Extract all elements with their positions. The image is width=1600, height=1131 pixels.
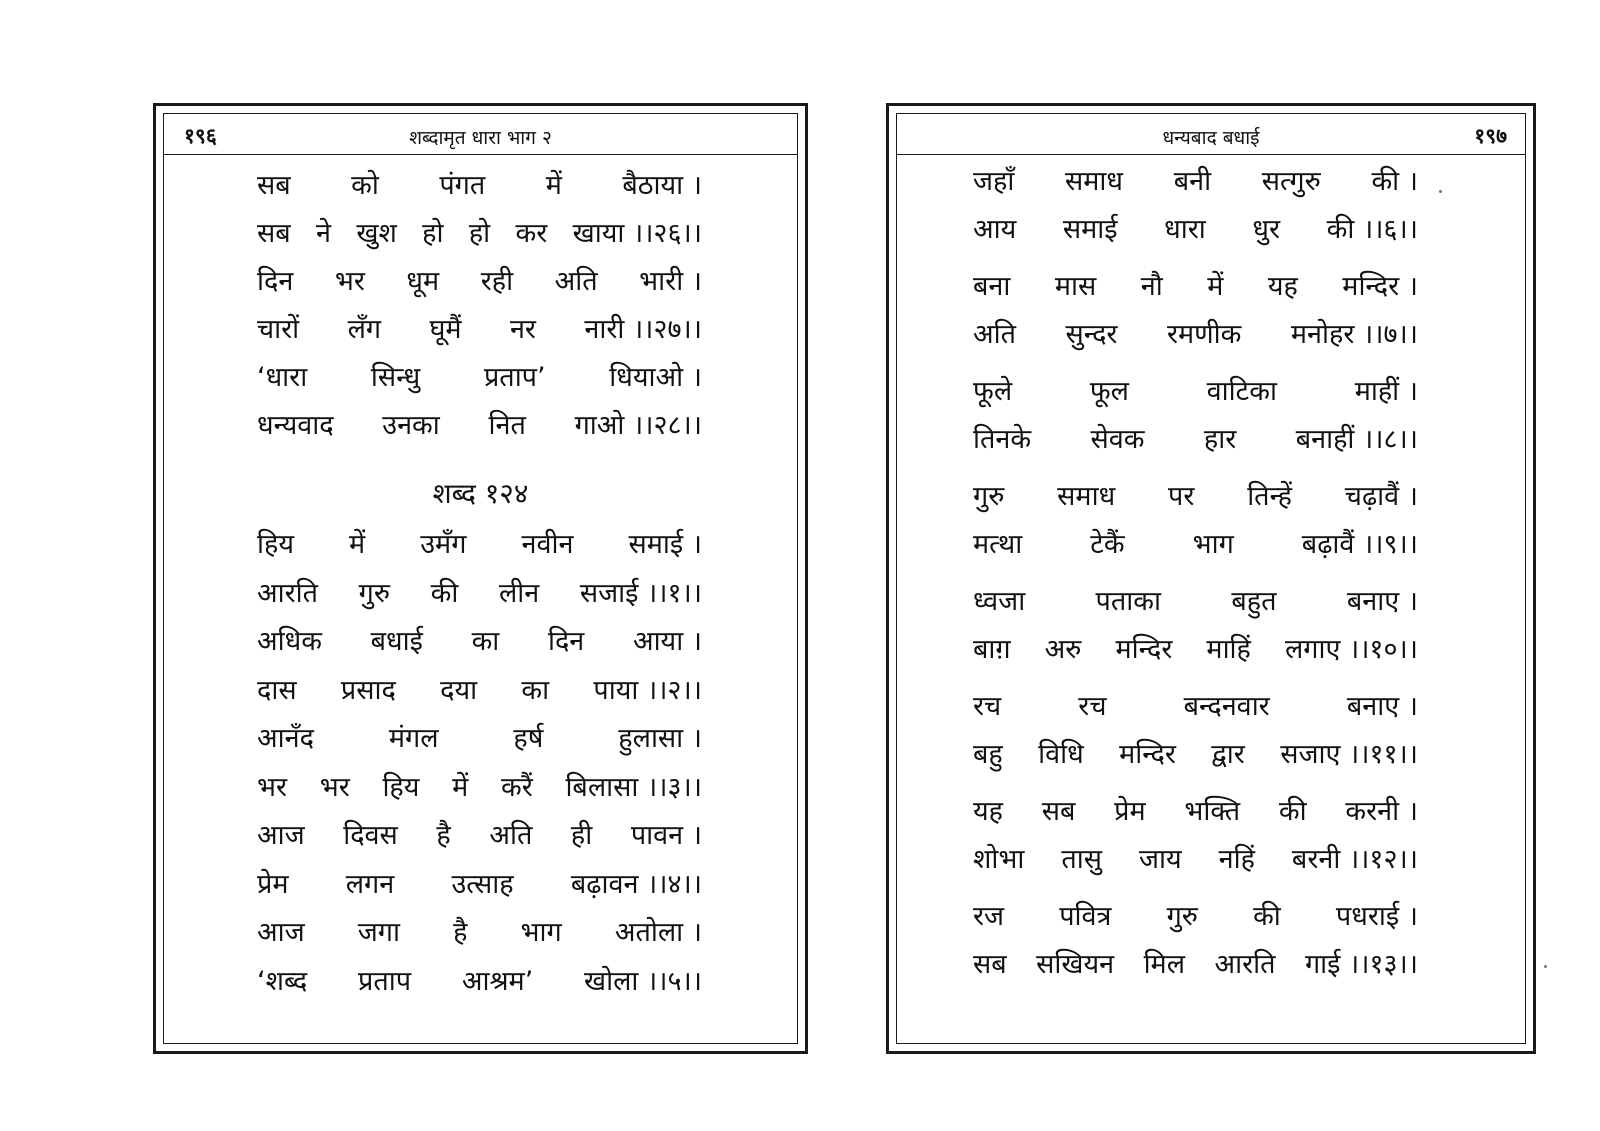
verse-word: समाध — [1057, 481, 1116, 512]
verse-word: दास — [257, 674, 297, 706]
verse-word: है — [453, 917, 468, 948]
verse-line — [257, 528, 702, 562]
verse-word: बरनी ।।१२।। — [1291, 844, 1418, 875]
verse-word: हर्ष — [513, 723, 544, 754]
verse-word: धूम — [406, 266, 440, 297]
verse-word: अति — [973, 319, 1017, 350]
verse-word: रज — [973, 901, 1005, 932]
verse-word: रच — [1078, 691, 1107, 722]
section-heading: शब्द १२४ — [432, 477, 529, 510]
verse-line — [973, 585, 1418, 619]
left-page-header — [164, 114, 797, 155]
verse-word: बहु — [973, 739, 1003, 770]
verse-word: है — [436, 820, 451, 851]
verse-word: प्रताप’ — [483, 362, 546, 393]
verse-line — [257, 313, 702, 347]
verse-word: में — [545, 170, 562, 201]
verse-word: बनाहीं ।।८।। — [1295, 424, 1418, 455]
verse-word: हार — [1203, 424, 1237, 455]
verse-word: को — [351, 170, 379, 201]
verse-word: ‘शब्द — [257, 965, 308, 997]
left-page-title: शब्दामृत धारा भाग २ — [409, 127, 552, 149]
verse-word: सुन्दर — [1065, 319, 1118, 350]
verse-word: में — [1207, 271, 1224, 302]
verse-word: बढ़ावन ।।४।। — [570, 868, 702, 900]
verse-word: भाग — [1192, 529, 1234, 560]
verse-line — [973, 843, 1418, 877]
verse-word: अधिक — [257, 626, 322, 657]
verse-word: बहुत — [1231, 586, 1277, 617]
verse-word: भाग — [520, 917, 562, 948]
verse-word: की — [430, 577, 459, 609]
verse-word: उत्साह — [451, 868, 514, 900]
verse-line — [973, 375, 1418, 409]
verse-word: पताका — [1095, 586, 1161, 617]
verse-word: बैठाया । — [622, 170, 702, 201]
verse-line — [257, 722, 702, 756]
verse-word: मास — [1054, 271, 1097, 302]
verse-word: नर — [509, 314, 536, 345]
verse-word: आय — [973, 214, 1017, 245]
verse-word: धुर — [1252, 214, 1281, 245]
verse-word: बनाए । — [1346, 691, 1418, 722]
verse-word: सेवक — [1090, 424, 1145, 455]
verse-word: तासु — [1061, 844, 1102, 875]
scan-speck — [1544, 965, 1547, 968]
verse-word: कर — [515, 218, 548, 249]
verse-word: नहिं — [1218, 844, 1255, 875]
verse-word: बधाई — [370, 626, 423, 657]
verse-word: सब — [973, 949, 1007, 980]
verse-word: भर — [334, 266, 365, 297]
verse-word: प्रेम — [257, 868, 289, 900]
verse-word: तिनके — [973, 424, 1032, 455]
verse-word: धारा — [1164, 214, 1206, 245]
verse-word: लगन — [345, 868, 395, 900]
verse-word: की — [1253, 901, 1281, 932]
verse-word: वाटिका — [1206, 376, 1277, 407]
verse-word: धियाओ । — [609, 362, 702, 393]
verse-word: सिन्धु — [370, 362, 421, 393]
verse-word: टेकैं — [1090, 529, 1125, 560]
verse-line — [257, 916, 702, 950]
verse-word: हुलासा । — [618, 723, 702, 754]
verse-word: भक्ति — [1184, 796, 1241, 827]
verse-word: भर — [257, 771, 288, 803]
verse-word: मत्था — [973, 529, 1023, 560]
verse-word: बाग़ — [973, 634, 1011, 665]
verse-word: अति — [489, 820, 533, 851]
verse-word: आज — [257, 820, 305, 851]
verse-word: लगाए ।।१०।। — [1284, 634, 1418, 665]
verse-word: मिल — [1143, 949, 1186, 980]
verse-word: बिलासा ।।३।। — [565, 771, 702, 803]
verse-word: ‘धारा — [257, 362, 308, 393]
verse-line — [257, 361, 702, 395]
verse-word: चढ़ावैं । — [1344, 481, 1418, 512]
verse-word: बनी — [1173, 166, 1212, 197]
verse-word: ध्वजा — [973, 586, 1026, 617]
verse-word: समाध — [1065, 166, 1124, 197]
verse-word: धन्यवाद — [257, 410, 334, 441]
verse-word: रच — [973, 691, 1002, 722]
scan-speck — [1439, 190, 1442, 193]
verse-word: बन्दनवार — [1183, 691, 1270, 722]
verse-word: तिन्हें — [1247, 481, 1292, 512]
verse-word: चारों — [257, 314, 300, 345]
verse-word: दया — [440, 674, 478, 706]
verse-word: प्रसाद — [340, 674, 396, 706]
right-page-number: १९७ — [1474, 124, 1507, 148]
verse-word: आश्रम’ — [461, 965, 534, 997]
verse-word: अरु — [1044, 634, 1082, 665]
verse-line — [973, 480, 1418, 514]
verse-word: बना — [973, 271, 1011, 302]
verse-word: प्रेम — [1114, 796, 1146, 827]
verse-word: सत्गुरु — [1261, 166, 1321, 197]
verse-line — [973, 270, 1418, 304]
verse-word: घूमैं — [429, 314, 462, 345]
verse-word: जाय — [1138, 844, 1182, 875]
verse-word: खोला ।।५।। — [584, 965, 702, 997]
verse-word: सजाए ।।११।। — [1280, 739, 1418, 770]
verse-word: गुरु — [973, 481, 1005, 512]
verse-word: नवीन — [521, 529, 574, 560]
verse-word: मन्दिर — [1119, 739, 1176, 770]
left-page — [153, 103, 808, 1054]
verse-word: आरति — [257, 577, 319, 609]
verse-line — [257, 625, 702, 659]
verse-word: गुरु — [358, 577, 390, 609]
verse-word: ने — [316, 218, 332, 249]
verse-word: यह — [973, 796, 1003, 827]
verse-line — [257, 819, 702, 853]
verse-word: पावन । — [630, 820, 702, 851]
verse-line — [257, 169, 702, 203]
verse-word: प्रताप — [358, 965, 412, 997]
verse-word: ही — [570, 820, 593, 851]
verse-word: करैं — [500, 771, 533, 803]
verse-line — [973, 528, 1418, 562]
verse-word: नित — [488, 410, 526, 441]
verse-word: फूले — [973, 376, 1013, 407]
verse-word: पधराई । — [1335, 901, 1418, 932]
verse-word: अतोला । — [614, 917, 702, 948]
verse-line — [257, 674, 702, 708]
right-page-header — [897, 114, 1525, 155]
verse-word: पवित्र — [1059, 901, 1112, 932]
verse-word: आनँद — [257, 723, 314, 754]
verse-word: की । — [1371, 166, 1418, 197]
right-page-inner-border — [896, 113, 1526, 1044]
verse-word: अति — [554, 266, 598, 297]
verse-line — [973, 690, 1418, 724]
verse-line — [973, 423, 1418, 457]
verse-word: में — [452, 771, 469, 803]
verse-word: सजाई ।।१।। — [579, 577, 702, 609]
verse-word: का — [521, 674, 550, 706]
verse-word: आरति — [1214, 949, 1276, 980]
verse-word: हिय — [257, 529, 294, 560]
verse-line — [257, 577, 702, 611]
left-page-inner-border — [163, 113, 798, 1044]
verse-word: माहिं — [1206, 634, 1251, 665]
verse-word: का — [471, 626, 500, 657]
verse-word: रमणीक — [1166, 319, 1242, 350]
verse-word: पर — [1167, 481, 1195, 512]
verse-word: करनी । — [1345, 796, 1418, 827]
verse-line — [257, 868, 702, 902]
verse-word: मन्दिर । — [1342, 271, 1418, 302]
verse-line — [973, 633, 1418, 667]
verse-word: भर — [319, 771, 350, 803]
verse-word: खाया ।।२६।। — [572, 218, 702, 249]
verse-word: बढ़ावैं ।।९।। — [1301, 529, 1418, 560]
verse-word: दिन — [547, 626, 585, 657]
verse-word: लीन — [498, 577, 540, 609]
verse-word: शोभा — [973, 844, 1025, 875]
verse-line — [257, 771, 702, 805]
verse-word: उमँग — [420, 529, 467, 560]
verse-word: सब — [1041, 796, 1076, 827]
verse-word: भारी । — [639, 266, 702, 297]
verse-line — [973, 318, 1418, 352]
verse-word: उनका — [382, 410, 440, 441]
verse-word: लँग — [347, 314, 382, 345]
verse-line — [973, 900, 1418, 934]
verse-line — [973, 738, 1418, 772]
verse-word: हो — [422, 218, 444, 249]
verse-word: में — [349, 529, 366, 560]
verse-line — [973, 213, 1418, 247]
verse-line — [973, 795, 1418, 829]
verse-line — [257, 217, 702, 251]
verse-word: बनाए । — [1346, 586, 1418, 617]
verse-word: गुरु — [1166, 901, 1198, 932]
verse-line — [257, 965, 702, 999]
verse-word: की ।।६।। — [1326, 214, 1418, 245]
verse-word: नौ — [1140, 271, 1163, 302]
verse-word: आज — [257, 917, 305, 948]
verse-word: द्वार — [1211, 739, 1245, 770]
verse-word: फूल — [1089, 376, 1129, 407]
verse-word: की — [1278, 796, 1307, 827]
verse-word: पाया ।।२।। — [593, 674, 702, 706]
right-page — [886, 103, 1536, 1054]
verse-word: खुश — [356, 218, 397, 249]
verse-word: समाई । — [628, 529, 702, 560]
verse-word: दिवस — [343, 820, 398, 851]
verse-word: यह — [1267, 271, 1298, 302]
verse-word: समाई — [1062, 214, 1118, 245]
left-page-number: १९६ — [184, 124, 217, 148]
verse-word: सब — [257, 170, 291, 201]
verse-word: नारी ।।२७।। — [584, 314, 702, 345]
verse-word: आया । — [632, 626, 702, 657]
verse-word: माहीं । — [1354, 376, 1418, 407]
verse-word: हो — [468, 218, 491, 249]
verse-word: मन्दिर — [1115, 634, 1173, 665]
verse-word: दिन — [257, 266, 294, 297]
verse-word: विधि — [1038, 739, 1084, 770]
verse-word: रही — [480, 266, 514, 297]
verse-word: जहाँ — [973, 166, 1015, 197]
verse-word: पंगत — [439, 170, 486, 201]
verse-line — [257, 265, 702, 299]
verse-word: मनोहर ।।७।। — [1290, 319, 1418, 350]
verse-word: हिय — [382, 771, 420, 803]
verse-word: गाओ ।।२८।। — [574, 410, 702, 441]
verse-word: मंगल — [388, 723, 439, 754]
verse-line — [973, 948, 1418, 982]
right-page-title: धन्यबाद बधाई — [1162, 127, 1260, 149]
verse-word: सब — [257, 218, 291, 249]
verse-word: सखियन — [1036, 949, 1115, 980]
verse-line — [973, 165, 1418, 199]
verse-word: जगा — [357, 917, 400, 948]
verse-line — [257, 409, 702, 443]
verse-word: गाई ।।१३।। — [1304, 949, 1418, 980]
